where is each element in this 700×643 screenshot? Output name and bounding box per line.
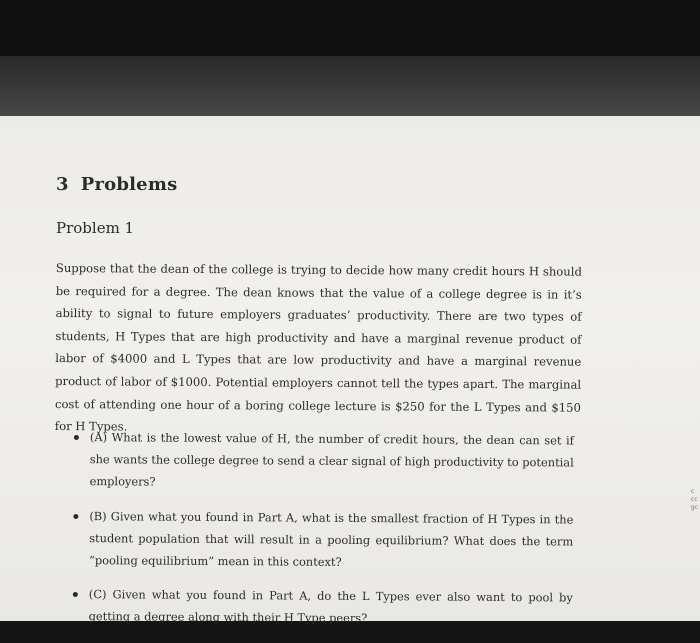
list-item xyxy=(73,583,573,631)
edge-mark: gc xyxy=(690,504,698,511)
problem-parts-list xyxy=(73,426,574,643)
dark-header-band xyxy=(0,56,700,116)
bullet-icon xyxy=(74,435,79,440)
edge-mark: cc xyxy=(690,496,698,503)
part-b-text: (B) Given what you found in Part A, what is the smallest fraction of H Types in the student population that will result in a pooling equilibrium? What does the term “pooling equilibrium” mean in this context? xyxy=(89,508,574,569)
edge-mark: c xyxy=(690,488,695,495)
part-c-text: (C) Given what you found in Part A, do the L Types ever also want to pool by getting a degree along with their H Type peers? xyxy=(88,587,573,626)
list-item xyxy=(74,426,574,496)
edge-marks xyxy=(691,488,698,512)
screen-bezel xyxy=(0,0,700,56)
section-number: 3 xyxy=(56,174,69,195)
document-page xyxy=(0,116,700,626)
section-title: Problems xyxy=(80,174,178,195)
problem-intro-paragraph: Suppose that the dean of the college is trying to decide how many credit hours H should be required for a degree. The dean knows that the value of a college degree is in it’s ability to signal to future employers graduates’ productivity. There are two types of students, H Types that are high productivity and have a marginal revenue product of labor of $4000 and L Types that are low productivity and have a marginal revenue product of labor of $1000. Potential employers cannot tell the types apart. The marginal cost of attending one hour of a boring college lecture is $250 for the L Types and $150 for H Types. xyxy=(54,260,582,434)
problem-heading: Problem 1 xyxy=(56,219,135,237)
section-heading xyxy=(56,174,177,195)
part-a-text: (A) What is the lowest value of H, the number of credit hours, the dean can set if she wants the college degree to send a clear signal of high productivity to potential employers? xyxy=(89,430,574,489)
bullet-icon xyxy=(73,592,78,597)
list-item xyxy=(73,505,573,575)
bullet-icon xyxy=(73,514,78,519)
